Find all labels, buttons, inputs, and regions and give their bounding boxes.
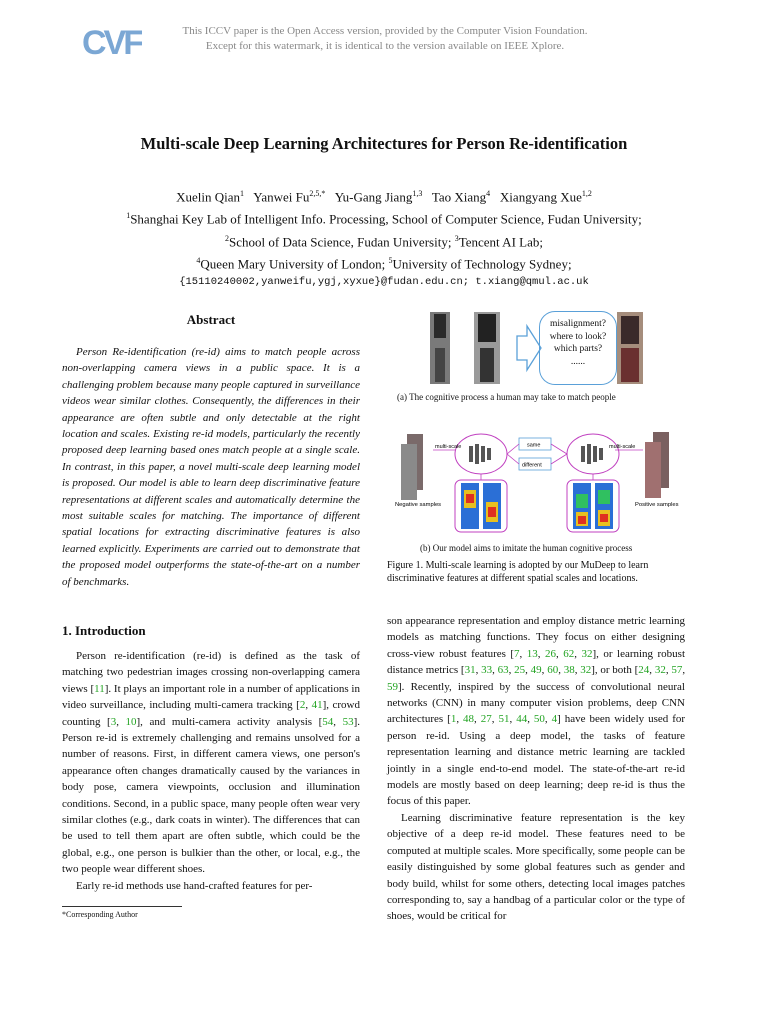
intro-body bbox=[62, 648, 360, 894]
right-column-body bbox=[387, 613, 685, 925]
citation-link[interactable]: 10 bbox=[125, 715, 137, 728]
affiliation-1: Shanghai Key Lab of Intelligent Info. Processing, School of Computer Science, Fudan University; bbox=[130, 211, 642, 227]
thought-bubble-text bbox=[540, 312, 616, 368]
aff-sup: 5 bbox=[388, 255, 393, 265]
negative-samples-label: Negative samples bbox=[395, 502, 442, 508]
author-sup: 2,5,* bbox=[309, 189, 326, 198]
body-text: ]. It plays an important role in a number of applications in video surveillance, including multi-camera tracking [ bbox=[62, 682, 360, 712]
author-sup: 1 bbox=[240, 189, 245, 198]
body-text: , bbox=[474, 713, 481, 726]
body-text: , bbox=[649, 664, 655, 677]
citation-link[interactable]: 32 bbox=[654, 664, 666, 677]
citation-link[interactable]: 26 bbox=[545, 647, 557, 660]
aff-sup: 4 bbox=[196, 255, 201, 265]
watermark-line2: Except for this watermark, it is identical to the version available on IEEE Xplore. bbox=[205, 40, 565, 52]
body-text: , bbox=[116, 715, 126, 728]
body-text: , bbox=[541, 664, 548, 677]
aff-sup: 1 bbox=[126, 211, 131, 221]
intro-heading: 1. Introduction bbox=[62, 623, 146, 638]
citation-link[interactable]: 7 bbox=[514, 647, 520, 660]
author-names bbox=[40, 184, 728, 206]
right-paragraph-1 bbox=[387, 613, 685, 810]
body-text: , bbox=[556, 647, 564, 660]
author-sup: 4 bbox=[486, 189, 491, 198]
citation-link[interactable]: 63 bbox=[497, 664, 509, 677]
author-name: Tao Xiang bbox=[431, 189, 487, 205]
author-block bbox=[40, 184, 728, 292]
body-text: , bbox=[492, 664, 498, 677]
body-text: , bbox=[574, 647, 582, 660]
citation-link[interactable]: 41 bbox=[311, 699, 323, 712]
body-text: Person re-identification (re-id) is defined as the task of matching two pedestrian images crossing non-overlapping camera views [ bbox=[62, 650, 360, 695]
citation-link[interactable]: 60 bbox=[547, 664, 559, 677]
body-text: , bbox=[508, 664, 515, 677]
multiscale-label: multi-scale bbox=[609, 444, 636, 450]
citation-link[interactable]: 49 bbox=[530, 664, 542, 677]
multiscale-label: multi-scale bbox=[435, 444, 462, 450]
figure-1a-caption: (a) The cognitive process a human may take to match people bbox=[397, 392, 616, 402]
citation-link[interactable]: 38 bbox=[563, 664, 575, 677]
citation-link[interactable]: 2 bbox=[299, 699, 306, 712]
body-text: , bbox=[527, 713, 534, 726]
citation-link[interactable]: 13 bbox=[526, 647, 538, 660]
body-text: ]. Recently, inspired by the success of convolutional neural networks (CNN) in many computer vision problems, deep CNN architectures [ bbox=[387, 680, 685, 726]
body-text: , bbox=[558, 664, 564, 677]
body-text: , bbox=[665, 664, 672, 677]
intro-paragraph-2: Early re-id methods use hand-crafted features for per- bbox=[76, 879, 313, 892]
figure-1b bbox=[393, 424, 685, 547]
author-name: Xuelin Qian bbox=[176, 189, 241, 205]
body-text: , bbox=[525, 664, 531, 677]
body-text: , bbox=[682, 664, 686, 677]
author-name: Xiangyang Xue bbox=[499, 189, 582, 205]
body-text: ]. Person re-id is extremely challenging and remains unsolved for a number of reasons. First, in different camera views, one person's appearance often changes dramatically caused by the variances in body pose, camera viewpoints, occlusion and illumination conditions. Second, in a public space, many people often wear very similar clothes (e.g., dark coats in winter). The differences that can be used to tell them apart are often subtle, which could be the global, e.g., one person is bulkier than the other, or local, e.g., the two people wear different shoes. bbox=[62, 715, 360, 876]
citation-link[interactable]: 32 bbox=[580, 664, 592, 677]
author-name: Yu-Gang Jiang bbox=[334, 189, 413, 205]
citation-link[interactable]: 62 bbox=[563, 647, 575, 660]
bubble-line: misalignment? bbox=[550, 319, 606, 329]
body-text: , bbox=[475, 664, 482, 677]
body-text: ], crowd counting [ bbox=[62, 699, 360, 728]
author-sup: 1,2 bbox=[581, 189, 592, 198]
body-text: ], or both [ bbox=[591, 664, 639, 677]
citation-link[interactable]: 44 bbox=[516, 713, 528, 726]
figure-1-caption: Figure 1. Multi-scale learning is adopted by our MuDeep to learn discriminative features at different spatial scales and locations. bbox=[387, 560, 649, 584]
affiliation-3: Tencent AI Lab; bbox=[458, 233, 543, 249]
watermark bbox=[165, 24, 605, 54]
author-sup: 1,3 bbox=[412, 189, 423, 198]
watermark-line1: This ICCV paper is the Open Access version, provided by the Computer Vision Foundation. bbox=[182, 25, 588, 37]
aff-sup: 3 bbox=[454, 233, 459, 243]
bubble-line: ...... bbox=[570, 356, 586, 367]
aff-sup: 2 bbox=[225, 233, 230, 243]
citation-link[interactable]: 59 bbox=[387, 680, 398, 693]
citation-link[interactable]: 32 bbox=[581, 647, 593, 660]
affiliation-line3 bbox=[40, 251, 728, 273]
cvf-logo bbox=[82, 22, 142, 65]
person-photo bbox=[645, 442, 661, 498]
same-label: same bbox=[527, 442, 541, 449]
citation-link[interactable]: 25 bbox=[514, 664, 526, 677]
citation-link[interactable]: 51 bbox=[498, 713, 510, 726]
citation-link[interactable]: 54 bbox=[322, 715, 334, 728]
body-text: ], and multi-camera activity analysis [ bbox=[136, 715, 323, 728]
cvf-logo-text: CVF bbox=[82, 24, 141, 60]
arrow-icon bbox=[517, 326, 541, 370]
different-label: different bbox=[522, 462, 542, 469]
citation-link[interactable]: 50 bbox=[533, 713, 545, 726]
body-text: , bbox=[574, 664, 581, 677]
citation-link[interactable]: 11 bbox=[94, 682, 105, 695]
body-text: , bbox=[537, 647, 546, 660]
body-text: , bbox=[491, 713, 499, 726]
affiliation-line2 bbox=[40, 229, 728, 251]
citation-link[interactable]: 3 bbox=[110, 715, 117, 728]
paper-title: Multi-scale Deep Learning Architectures for Person Re-identification bbox=[140, 134, 628, 153]
abstract-text: Person Re-identification (re-id) aims to match people across non-overlapping camera views in a public space. It is a challenging problem because many people captured in surveillance videos wear similar clothes. Consequently, the differences in their appearance are often subtle and only detectable at the right location and scales. Existing re-id models, particularly the recently proposed deep learning based ones match people at a single scale. In contrast, in this paper, a novel multi-scale deep learning model is proposed. Our model is able to learn deep discriminative feature representations at different scales and automatically determine the most suitable scales for matching. The importance of different spatial locations for extracting discriminative features is also learned explicitly. Experiments are carried out to demonstrate that the proposed model outperforms the state-of-the-art on a number of benchmarks. bbox=[62, 346, 360, 588]
body-text: , bbox=[305, 699, 312, 712]
body-text: , bbox=[519, 647, 527, 660]
body-text: , bbox=[333, 715, 343, 728]
figure-1b-graphic bbox=[393, 424, 685, 542]
author-emails: {15110240002,yanweifu,ygj,xyxue}@fudan.edu.cn; t.xiang@qmul.ac.uk bbox=[179, 276, 589, 289]
footnote: *Corresponding Author bbox=[62, 910, 138, 919]
author-name: Yanwei Fu bbox=[253, 189, 310, 205]
body-text: , bbox=[544, 713, 552, 726]
bubble-line: which parts? bbox=[553, 344, 603, 354]
affiliation-4: Queen Mary University of London; bbox=[200, 256, 386, 272]
right-paragraph-2: Learning discriminative feature representation is the key objective of a deep re-id model. These features need to be computed at multiple scales. More specifically, some people can be easily distinguished by some global features such as gender and body build, whilst for some others, detecting local images patches corresponding to, say a handbag of a particular color or the type of shoes, would be critical for bbox=[387, 811, 685, 923]
citation-link[interactable]: 31 bbox=[464, 664, 476, 677]
footnote-rule bbox=[62, 906, 182, 907]
thought-bubble bbox=[539, 311, 617, 385]
citation-link[interactable]: 4 bbox=[551, 713, 558, 726]
citation-link[interactable]: 24 bbox=[638, 664, 650, 677]
body-text: , bbox=[509, 713, 517, 726]
citation-link[interactable]: 1 bbox=[450, 713, 457, 726]
person-photo bbox=[401, 444, 417, 500]
body-text: ] have been widely used for person re-id. Using a deep model, the tasks of feature representation learning and distance metric learning are tackled jointly in a single end-to-end model. The state-of-the-art re-id models are mostly based on deep learning; deep re-id is thus the focus of this paper. bbox=[387, 713, 686, 808]
citation-link[interactable]: 57 bbox=[671, 664, 683, 677]
citation-link[interactable]: 33 bbox=[481, 664, 493, 677]
citation-link[interactable]: 27 bbox=[480, 713, 492, 726]
intro-paragraph-1 bbox=[62, 648, 360, 878]
body-text: son appearance representation and employ distance metric learning models as matching functions. They focus on either designing cross-view robust features [ bbox=[387, 615, 685, 660]
affiliation-5: University of Technology Sydney; bbox=[392, 256, 572, 272]
positive-samples-label: Positive samples bbox=[635, 502, 679, 508]
citation-link[interactable]: 53 bbox=[342, 715, 354, 728]
body-text: ], or learning robust distance metrics [ bbox=[387, 647, 686, 677]
figure-1b-caption: (b) Our model aims to imitate the human cognitive process bbox=[420, 543, 633, 553]
body-text: , bbox=[456, 713, 464, 726]
affiliation-2: School of Data Science, Fudan University; bbox=[229, 233, 452, 249]
citation-link[interactable]: 48 bbox=[463, 713, 475, 726]
abstract-heading: Abstract bbox=[186, 312, 236, 327]
bubble-line: where to look? bbox=[549, 331, 607, 342]
affiliation-line1 bbox=[40, 206, 728, 228]
